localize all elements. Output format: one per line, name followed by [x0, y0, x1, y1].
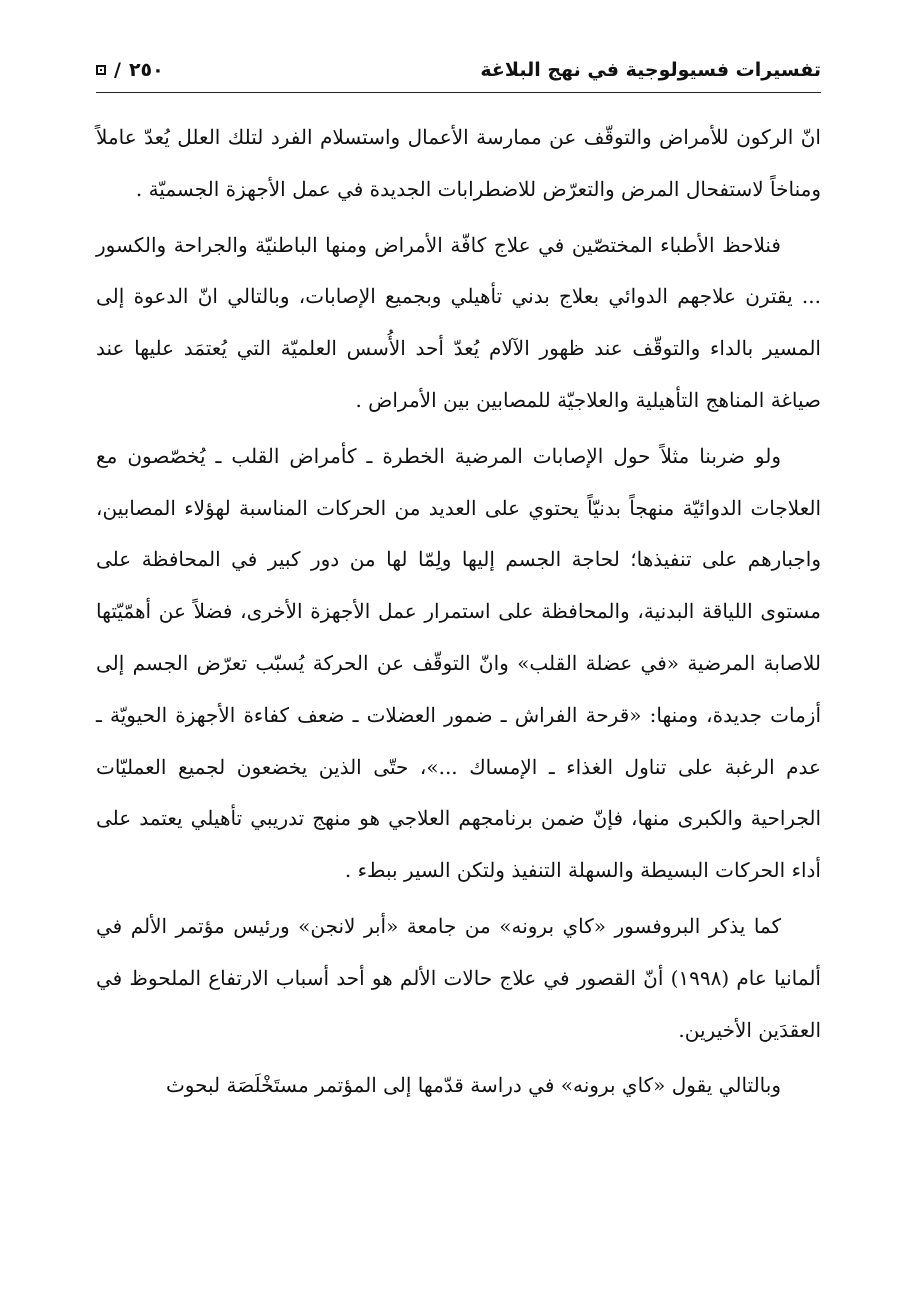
page-number: ٢٥٠	[128, 59, 164, 81]
body-text	[96, 112, 821, 1112]
page-number-group	[96, 59, 164, 81]
paragraph-1: انّ الركون للأمراض والتوقّف عن ممارسة الأعمال واستسلام الفرد لتلك العلل يُعدّ عاملاً ومناخاً لاستفحال المرض والتعرّض للاضطرابات الجديدة في عمل الأجهزة الجسميّة .	[96, 125, 821, 201]
paragraph-3: ولو ضربنا مثلاً حول الإصابات المرضية الخطرة ـ كأمراض القلب ـ يُخصّصون مع العلاجات الدوائيّة منهجاً بدنيّاً يحتوي على العديد من الحركات المناسبة لهؤلاء المصابين، واجبارهم على تنفيذها؛ لحاجة الجسم إليها ولِمّا لها من دور كبير في المحافظة على مستوى اللياقة البدنية، والمحافظة على استمرار عمل الأجهزة الأخرى، فضلاً عن أهمّيّتها للاصابة المرضية «في عضلة القلب» وانّ التوقّف عن الحركة يُسبّب تعرّض الجسم إلى أزمات جديدة، ومنها: «قرحة الفراش ـ ضمور العضلات ـ ضعف كفاءة الأجهزة الحيويّة ـ عدم الرغبة على تناول الغذاء ـ الإمساك ...»، حتّى الذين يخضعون لجميع العمليّات الجراحية والكبرى منها، فإنّ ضمن برنامجهم العلاجي هو منهج تدريبي تأهيلي يعتمد على أداء الحركات البسيطة والسهلة التنفيذ ولتكن السير ببطء .	[96, 443, 821, 883]
running-title: تفسيرات فسيولوجية في نهج البلاغة	[480, 59, 821, 81]
page-header	[96, 52, 821, 88]
header-divider	[96, 92, 821, 93]
paragraph-5: وبالتالي يقول «كاي برونه» في دراسة قدّمها إلى المؤتمر مستَخْلَصَة لبحوث	[165, 1073, 781, 1098]
square-ornament-icon	[96, 65, 106, 75]
paragraph-4: كما يذكر البروفسور «كاي برونه» من جامعة «أبر لانجن» ورئيس مؤتمر الألم في ألمانيا عام (١٩٩٨) أنّ القصور في علاج حالات الألم هو أحد أسباب الارتفاع الملحوظ في العقدَين الأخيرين.	[96, 913, 821, 1042]
paragraph-2: فنلاحظ الأطباء المختصّين في علاج كافّة الأمراض ومنها الباطنيّة والجراحة والكسور ... يقترن علاجهم الدوائي بعلاج بدني تأهيلي وبجميع الإصابات، وبالتالي انّ الدعوة إلى المسير بالداء والتوقّف عند ظهور الآلام يُعدّ أحد الأُسس العلميّة التي يُعتمَد عليها عند صياغة المناهج التأهيلية والعلاجيّة للمصابين بين الأمراض .	[96, 232, 821, 412]
page-number-separator: /	[114, 59, 121, 81]
